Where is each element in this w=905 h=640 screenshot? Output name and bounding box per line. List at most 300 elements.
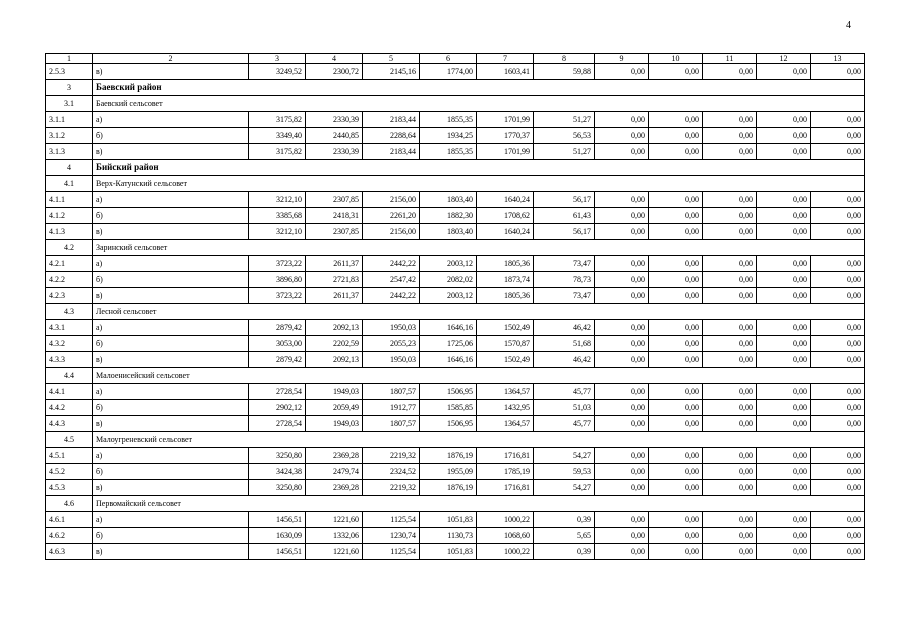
value-cell: 1912,77	[363, 400, 420, 416]
value-cell: 0,00	[811, 544, 865, 560]
value-cell: 0,00	[811, 256, 865, 272]
value-cell: 0,00	[757, 464, 811, 480]
table-row	[46, 272, 865, 288]
value-cell: 1876,19	[420, 448, 477, 464]
value-cell: 0,00	[595, 464, 649, 480]
value-cell: 0,00	[757, 144, 811, 160]
row-code: 4.1.1	[46, 192, 93, 208]
row-variant-label: а)	[93, 448, 249, 464]
value-cell: 73,47	[534, 288, 595, 304]
value-cell: 0,00	[649, 192, 703, 208]
value-cell: 1125,54	[363, 544, 420, 560]
value-cell: 2721,83	[306, 272, 363, 288]
value-cell: 1701,99	[477, 144, 534, 160]
value-cell: 0,00	[811, 192, 865, 208]
value-cell: 2440,85	[306, 128, 363, 144]
value-cell: 1701,99	[477, 112, 534, 128]
table-row	[46, 352, 865, 368]
value-cell: 0,00	[757, 384, 811, 400]
value-cell: 56,17	[534, 224, 595, 240]
table-row	[46, 512, 865, 528]
column-header: 2	[93, 54, 249, 64]
value-cell: 0,39	[534, 544, 595, 560]
value-cell: 1882,30	[420, 208, 477, 224]
tariff-table	[45, 53, 865, 560]
section-title: Малоенисейский сельсовет	[93, 368, 865, 384]
value-cell: 2330,39	[306, 112, 363, 128]
value-cell: 0,00	[811, 512, 865, 528]
row-variant-label: б)	[93, 336, 249, 352]
value-cell: 1051,83	[420, 544, 477, 560]
value-cell: 2183,44	[363, 112, 420, 128]
value-cell: 3249,52	[249, 64, 306, 80]
column-header: 6	[420, 54, 477, 64]
row-code: 4.4.2	[46, 400, 93, 416]
value-cell: 0,00	[811, 208, 865, 224]
value-cell: 2300,72	[306, 64, 363, 80]
value-cell: 2202,59	[306, 336, 363, 352]
value-cell: 59,53	[534, 464, 595, 480]
value-cell: 1934,25	[420, 128, 477, 144]
row-code: 4.6.3	[46, 544, 93, 560]
value-cell: 2879,42	[249, 352, 306, 368]
value-cell: 0,00	[595, 208, 649, 224]
value-cell: 0,00	[703, 192, 757, 208]
value-cell: 0,00	[811, 320, 865, 336]
column-header: 11	[703, 54, 757, 64]
value-cell: 73,47	[534, 256, 595, 272]
value-cell: 0,00	[811, 272, 865, 288]
value-cell: 0,00	[703, 288, 757, 304]
value-cell: 0,00	[703, 208, 757, 224]
value-cell: 0,00	[649, 400, 703, 416]
section-row	[46, 96, 865, 112]
column-header: 5	[363, 54, 420, 64]
value-cell: 0,00	[703, 448, 757, 464]
value-cell: 1950,03	[363, 320, 420, 336]
value-cell: 46,42	[534, 320, 595, 336]
value-cell: 1221,60	[306, 512, 363, 528]
value-cell: 0,00	[595, 192, 649, 208]
row-variant-label: в)	[93, 288, 249, 304]
value-cell: 0,00	[595, 112, 649, 128]
value-cell: 1805,36	[477, 256, 534, 272]
value-cell: 0,00	[757, 400, 811, 416]
value-cell: 1364,57	[477, 416, 534, 432]
value-cell: 2059,49	[306, 400, 363, 416]
value-cell: 2183,44	[363, 144, 420, 160]
value-cell: 1708,62	[477, 208, 534, 224]
section-title: Малоугреневский сельсовет	[93, 432, 865, 448]
row-code: 3.1.2	[46, 128, 93, 144]
value-cell: 1876,19	[420, 480, 477, 496]
value-cell: 0,00	[703, 112, 757, 128]
value-cell: 0,00	[811, 464, 865, 480]
value-cell: 2728,54	[249, 384, 306, 400]
value-cell: 0,00	[649, 144, 703, 160]
table-row	[46, 112, 865, 128]
section-row	[46, 240, 865, 256]
value-cell: 1585,85	[420, 400, 477, 416]
row-code: 4.6.1	[46, 512, 93, 528]
value-cell: 0,00	[811, 144, 865, 160]
value-cell: 3175,82	[249, 144, 306, 160]
value-cell: 1570,87	[477, 336, 534, 352]
value-cell: 61,43	[534, 208, 595, 224]
row-code: 4.3.3	[46, 352, 93, 368]
value-cell: 3349,40	[249, 128, 306, 144]
value-cell: 1805,36	[477, 288, 534, 304]
value-cell: 0,00	[595, 144, 649, 160]
value-cell: 0,00	[649, 544, 703, 560]
value-cell: 51,27	[534, 144, 595, 160]
row-code: 4.2.3	[46, 288, 93, 304]
value-cell: 2547,42	[363, 272, 420, 288]
value-cell: 2003,12	[420, 256, 477, 272]
value-cell: 2324,52	[363, 464, 420, 480]
row-code: 3	[46, 80, 93, 96]
value-cell: 0,00	[703, 272, 757, 288]
value-cell: 0,00	[811, 400, 865, 416]
value-cell: 0,00	[595, 400, 649, 416]
value-cell: 0,00	[703, 144, 757, 160]
value-cell: 2611,37	[306, 256, 363, 272]
column-header: 12	[757, 54, 811, 64]
value-cell: 0,00	[703, 480, 757, 496]
value-cell: 46,42	[534, 352, 595, 368]
value-cell: 0,00	[757, 448, 811, 464]
column-header: 1	[46, 54, 93, 64]
value-cell: 0,00	[703, 528, 757, 544]
value-cell: 3175,82	[249, 112, 306, 128]
value-cell: 0,00	[811, 112, 865, 128]
value-cell: 0,00	[649, 320, 703, 336]
table-row	[46, 544, 865, 560]
header-row	[46, 54, 865, 64]
value-cell: 51,68	[534, 336, 595, 352]
value-cell: 0,00	[595, 336, 649, 352]
value-cell: 5,65	[534, 528, 595, 544]
value-cell: 0,00	[757, 352, 811, 368]
value-cell: 0,00	[757, 512, 811, 528]
value-cell: 0,00	[595, 528, 649, 544]
value-cell: 0,00	[595, 544, 649, 560]
row-code: 4.3.2	[46, 336, 93, 352]
value-cell: 1855,35	[420, 144, 477, 160]
value-cell: 0,00	[649, 128, 703, 144]
value-cell: 0,00	[703, 224, 757, 240]
value-cell: 0,00	[703, 512, 757, 528]
value-cell: 0,00	[811, 384, 865, 400]
value-cell: 0,00	[649, 272, 703, 288]
value-cell: 0,00	[649, 288, 703, 304]
row-code: 3.1	[46, 96, 93, 112]
row-code: 2.5.3	[46, 64, 93, 80]
value-cell: 1502,49	[477, 320, 534, 336]
value-cell: 0,00	[811, 288, 865, 304]
value-cell: 3896,80	[249, 272, 306, 288]
value-cell: 0,00	[811, 224, 865, 240]
value-cell: 0,00	[595, 320, 649, 336]
column-header: 4	[306, 54, 363, 64]
value-cell: 1716,81	[477, 480, 534, 496]
value-cell: 3424,38	[249, 464, 306, 480]
value-cell: 2330,39	[306, 144, 363, 160]
value-cell: 1950,03	[363, 352, 420, 368]
table-row	[46, 192, 865, 208]
section-row	[46, 80, 865, 96]
value-cell: 0,39	[534, 512, 595, 528]
value-cell: 1807,57	[363, 384, 420, 400]
value-cell: 0,00	[757, 320, 811, 336]
value-cell: 2879,42	[249, 320, 306, 336]
value-cell: 0,00	[595, 288, 649, 304]
value-cell: 0,00	[649, 256, 703, 272]
value-cell: 3212,10	[249, 192, 306, 208]
row-code: 4.4	[46, 368, 93, 384]
value-cell: 2092,13	[306, 352, 363, 368]
value-cell: 2092,13	[306, 320, 363, 336]
row-variant-label: в)	[93, 416, 249, 432]
row-variant-label: в)	[93, 224, 249, 240]
value-cell: 1949,03	[306, 416, 363, 432]
value-cell: 0,00	[811, 352, 865, 368]
value-cell: 1364,57	[477, 384, 534, 400]
table-row	[46, 448, 865, 464]
section-title: Верх-Катунский сельсовет	[93, 176, 865, 192]
value-cell: 0,00	[703, 464, 757, 480]
value-cell: 0,00	[649, 464, 703, 480]
value-cell: 2479,74	[306, 464, 363, 480]
column-header: 3	[249, 54, 306, 64]
value-cell: 2082,02	[420, 272, 477, 288]
value-cell: 0,00	[757, 272, 811, 288]
value-cell: 0,00	[595, 384, 649, 400]
value-cell: 45,77	[534, 384, 595, 400]
value-cell: 2307,85	[306, 192, 363, 208]
value-cell: 3212,10	[249, 224, 306, 240]
section-title: Баевский район	[93, 80, 865, 96]
value-cell: 1855,35	[420, 112, 477, 128]
value-cell: 0,00	[703, 544, 757, 560]
row-code: 4	[46, 160, 93, 176]
value-cell: 54,27	[534, 448, 595, 464]
value-cell: 1770,37	[477, 128, 534, 144]
value-cell: 1125,54	[363, 512, 420, 528]
value-cell: 1640,24	[477, 224, 534, 240]
value-cell: 0,00	[757, 528, 811, 544]
value-cell: 2902,12	[249, 400, 306, 416]
value-cell: 0,00	[649, 336, 703, 352]
row-code: 4.1.2	[46, 208, 93, 224]
value-cell: 0,00	[811, 448, 865, 464]
section-row	[46, 368, 865, 384]
value-cell: 0,00	[649, 112, 703, 128]
row-variant-label: а)	[93, 192, 249, 208]
value-cell: 0,00	[811, 480, 865, 496]
value-cell: 2369,28	[306, 448, 363, 464]
value-cell: 0,00	[757, 208, 811, 224]
table-row	[46, 64, 865, 80]
value-cell: 45,77	[534, 416, 595, 432]
value-cell: 0,00	[811, 528, 865, 544]
value-cell: 0,00	[595, 480, 649, 496]
section-title: Баевский сельсовет	[93, 96, 865, 112]
row-variant-label: а)	[93, 320, 249, 336]
value-cell: 0,00	[649, 384, 703, 400]
value-cell: 0,00	[811, 64, 865, 80]
value-cell: 3053,00	[249, 336, 306, 352]
column-header: 9	[595, 54, 649, 64]
value-cell: 0,00	[595, 512, 649, 528]
value-cell: 1807,57	[363, 416, 420, 432]
value-cell: 1955,09	[420, 464, 477, 480]
value-cell: 51,03	[534, 400, 595, 416]
row-code: 4.4.3	[46, 416, 93, 432]
value-cell: 0,00	[811, 128, 865, 144]
row-code: 4.6	[46, 496, 93, 512]
value-cell: 2156,00	[363, 192, 420, 208]
table-row	[46, 144, 865, 160]
value-cell: 1774,00	[420, 64, 477, 80]
page-number: 4	[846, 20, 851, 31]
value-cell: 78,73	[534, 272, 595, 288]
value-cell: 2156,00	[363, 224, 420, 240]
value-cell: 1456,51	[249, 512, 306, 528]
row-code: 4.6.2	[46, 528, 93, 544]
value-cell: 0,00	[811, 416, 865, 432]
value-cell: 1506,95	[420, 384, 477, 400]
value-cell: 2728,54	[249, 416, 306, 432]
value-cell: 2442,22	[363, 256, 420, 272]
value-cell: 56,53	[534, 128, 595, 144]
value-cell: 2145,16	[363, 64, 420, 80]
value-cell: 0,00	[703, 352, 757, 368]
row-code: 4.2.1	[46, 256, 93, 272]
section-row	[46, 176, 865, 192]
row-code: 4.1	[46, 176, 93, 192]
value-cell: 1332,06	[306, 528, 363, 544]
value-cell: 0,00	[703, 384, 757, 400]
row-code: 3.1.3	[46, 144, 93, 160]
value-cell: 1230,74	[363, 528, 420, 544]
value-cell: 2442,22	[363, 288, 420, 304]
table-row	[46, 256, 865, 272]
value-cell: 1068,60	[477, 528, 534, 544]
value-cell: 54,27	[534, 480, 595, 496]
table-row	[46, 384, 865, 400]
value-cell: 2307,85	[306, 224, 363, 240]
value-cell: 1603,41	[477, 64, 534, 80]
section-title: Бийский район	[93, 160, 865, 176]
value-cell: 2288,64	[363, 128, 420, 144]
value-cell: 0,00	[649, 448, 703, 464]
value-cell: 2261,20	[363, 208, 420, 224]
column-header: 10	[649, 54, 703, 64]
value-cell: 1949,03	[306, 384, 363, 400]
value-cell: 1725,06	[420, 336, 477, 352]
value-cell: 2418,31	[306, 208, 363, 224]
row-variant-label: в)	[93, 480, 249, 496]
row-code: 4.5.3	[46, 480, 93, 496]
value-cell: 0,00	[757, 256, 811, 272]
table-row	[46, 208, 865, 224]
row-variant-label: б)	[93, 400, 249, 416]
value-cell: 1432,95	[477, 400, 534, 416]
value-cell: 0,00	[595, 256, 649, 272]
column-header: 13	[811, 54, 865, 64]
value-cell: 0,00	[649, 528, 703, 544]
value-cell: 0,00	[757, 64, 811, 80]
value-cell: 0,00	[649, 480, 703, 496]
row-variant-label: в)	[93, 352, 249, 368]
row-variant-label: б)	[93, 128, 249, 144]
table-row	[46, 400, 865, 416]
value-cell: 0,00	[595, 352, 649, 368]
value-cell: 0,00	[757, 128, 811, 144]
value-cell: 51,27	[534, 112, 595, 128]
value-cell: 1221,60	[306, 544, 363, 560]
row-code: 4.2	[46, 240, 93, 256]
value-cell: 3250,80	[249, 448, 306, 464]
table-row	[46, 528, 865, 544]
value-cell: 1000,22	[477, 544, 534, 560]
row-code: 4.4.1	[46, 384, 93, 400]
column-header: 7	[477, 54, 534, 64]
table-row	[46, 480, 865, 496]
row-code: 4.3.1	[46, 320, 93, 336]
value-cell: 0,00	[757, 112, 811, 128]
value-cell: 0,00	[649, 208, 703, 224]
value-cell: 2611,37	[306, 288, 363, 304]
value-cell: 1646,16	[420, 352, 477, 368]
row-variant-label: б)	[93, 208, 249, 224]
section-row	[46, 304, 865, 320]
value-cell: 0,00	[757, 288, 811, 304]
row-variant-label: в)	[93, 64, 249, 80]
value-cell: 1803,40	[420, 224, 477, 240]
section-row	[46, 160, 865, 176]
value-cell: 1803,40	[420, 192, 477, 208]
value-cell: 1630,09	[249, 528, 306, 544]
row-variant-label: в)	[93, 144, 249, 160]
row-code: 4.3	[46, 304, 93, 320]
value-cell: 1130,73	[420, 528, 477, 544]
value-cell: 3723,22	[249, 256, 306, 272]
value-cell: 0,00	[649, 64, 703, 80]
value-cell: 1873,74	[477, 272, 534, 288]
value-cell: 56,17	[534, 192, 595, 208]
value-cell: 0,00	[757, 544, 811, 560]
row-code: 3.1.1	[46, 112, 93, 128]
value-cell: 1456,51	[249, 544, 306, 560]
value-cell: 2003,12	[420, 288, 477, 304]
table-row	[46, 128, 865, 144]
row-code: 4.5	[46, 432, 93, 448]
row-variant-label: б)	[93, 464, 249, 480]
value-cell: 1646,16	[420, 320, 477, 336]
row-variant-label: а)	[93, 384, 249, 400]
row-variant-label: а)	[93, 112, 249, 128]
value-cell: 1502,49	[477, 352, 534, 368]
value-cell: 2219,32	[363, 480, 420, 496]
value-cell: 59,88	[534, 64, 595, 80]
value-cell: 3250,80	[249, 480, 306, 496]
value-cell: 1506,95	[420, 416, 477, 432]
section-title: Первомайский сельсовет	[93, 496, 865, 512]
value-cell: 1640,24	[477, 192, 534, 208]
row-code: 4.2.2	[46, 272, 93, 288]
